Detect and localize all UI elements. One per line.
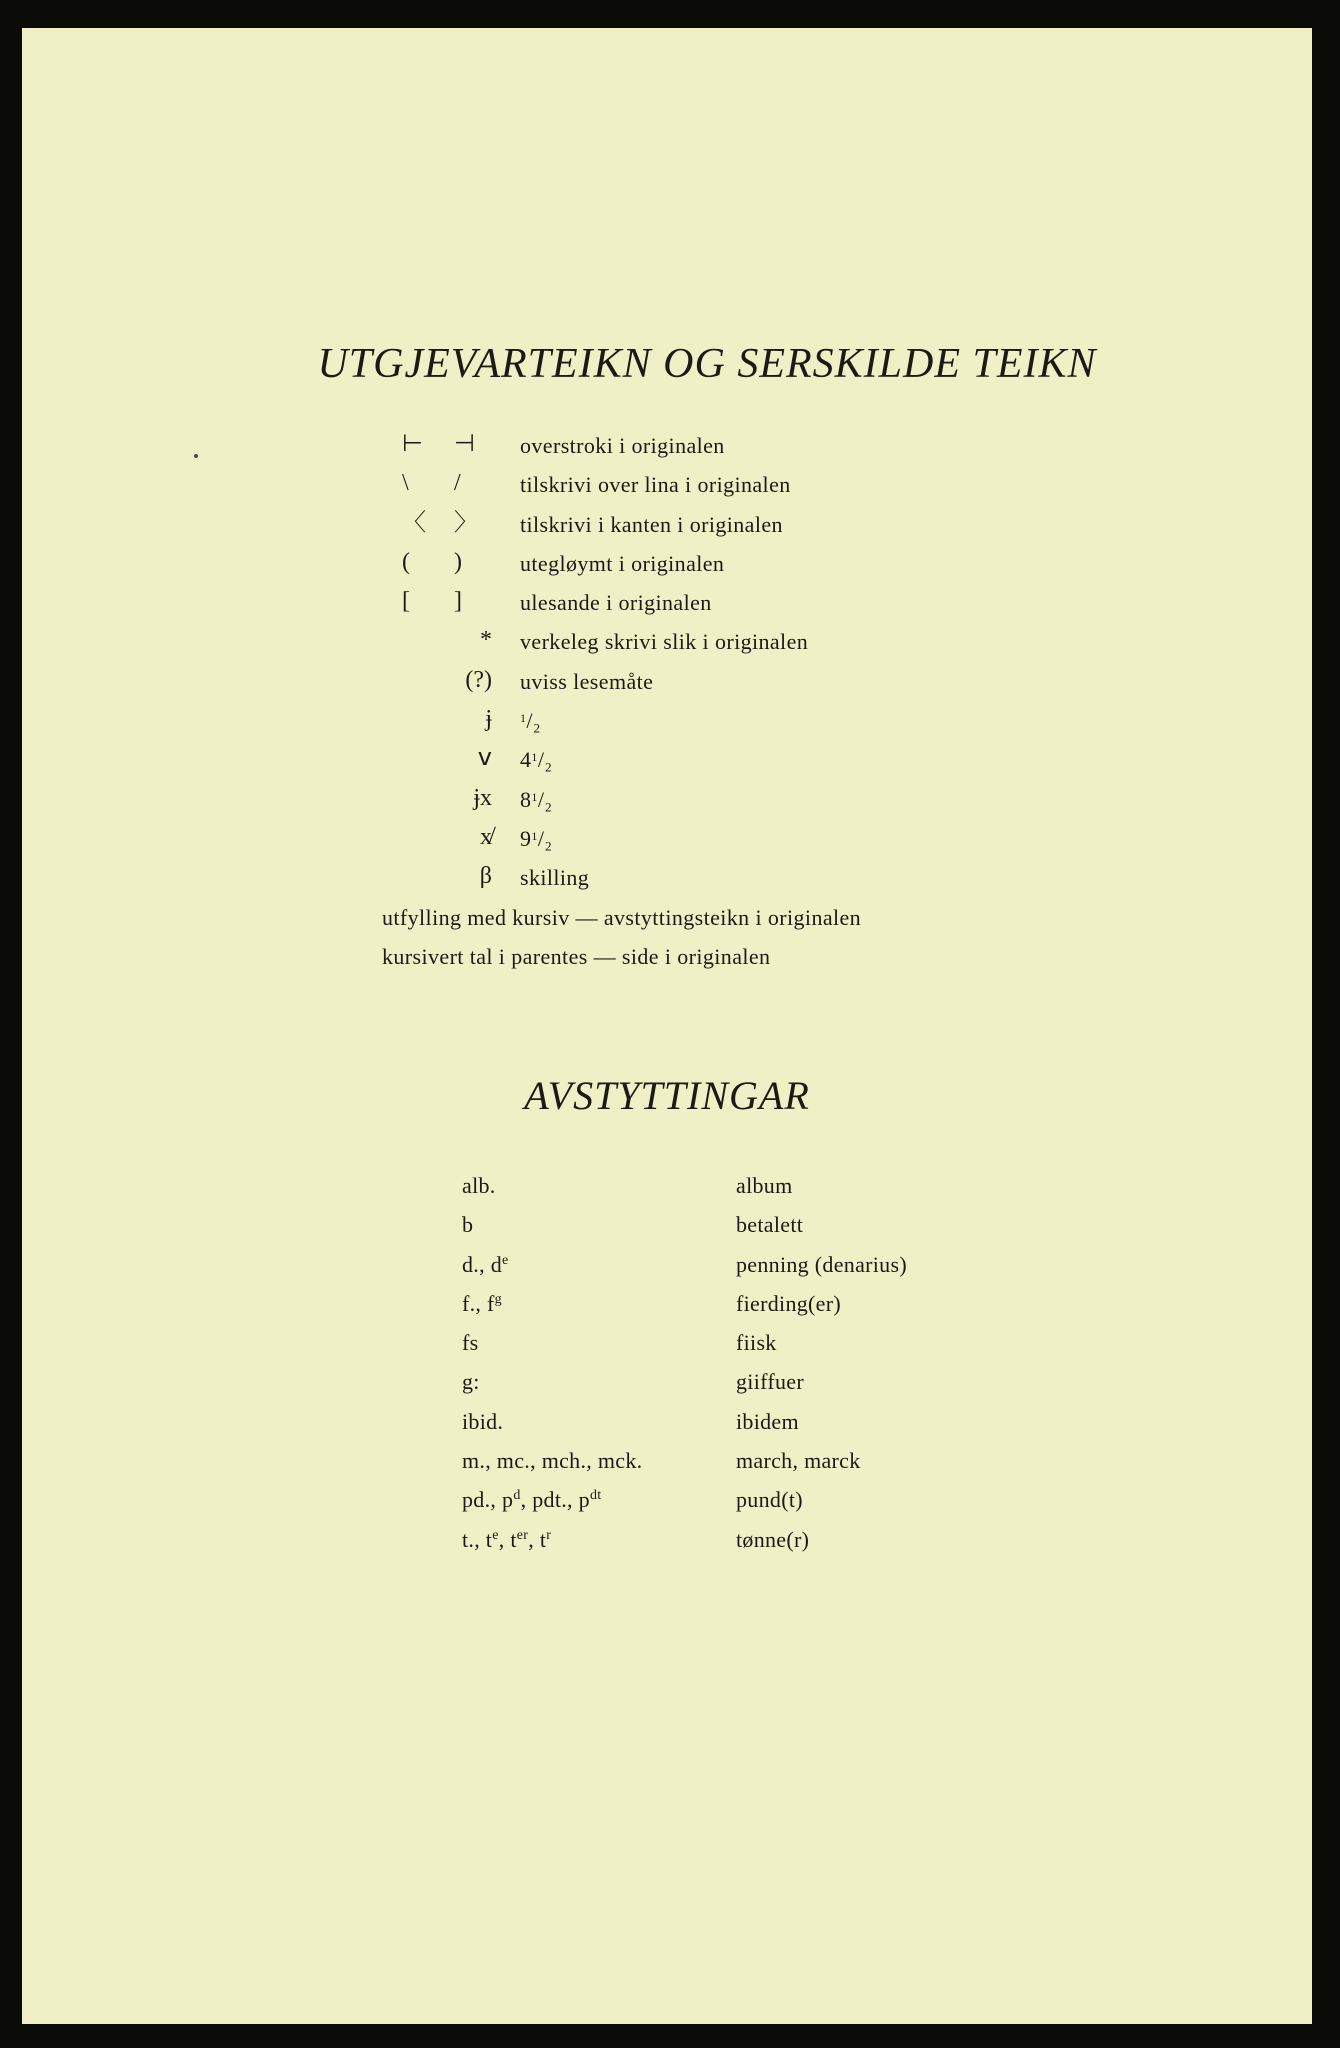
abbreviation: fs xyxy=(462,1330,479,1356)
abbreviation: t., $t^e$, $t^{er}$, $t^r$ xyxy=(462,1526,552,1552)
legend-row xyxy=(382,858,1142,897)
meaning: giiffuer xyxy=(736,1369,804,1395)
meaning: fiisk xyxy=(736,1330,777,1356)
sign-legend xyxy=(382,426,1142,898)
legend-value: $^1$/₂ xyxy=(520,708,541,734)
legend-text: utegløymt i originalen xyxy=(520,550,725,576)
legend-text: overstroki i originalen xyxy=(520,433,725,458)
abbreviation-table xyxy=(462,1172,1062,1565)
sign-close: ] xyxy=(454,588,462,615)
legend-row xyxy=(382,622,1142,661)
meaning: penning (denarius) xyxy=(736,1251,907,1277)
skilling-sign: β xyxy=(479,863,492,890)
legend-row xyxy=(382,426,1142,465)
legend-text: ulesande i originalen xyxy=(520,590,712,616)
abbreviation: m., mc., mch., mck. xyxy=(462,1448,643,1474)
meaning: fierding(er) xyxy=(736,1290,841,1316)
legend-row xyxy=(382,740,1142,779)
half-sign: ɉ xyxy=(485,706,492,733)
abbreviation-row xyxy=(462,1172,1062,1211)
eight-half-sign: ɉx xyxy=(473,784,492,811)
legend-value: $4^1/_2$ xyxy=(520,747,553,773)
legend-value: $8^1/_2$ xyxy=(520,786,553,812)
sign-close: ⊣ xyxy=(454,431,475,457)
speck-mark xyxy=(194,454,198,458)
legend-row xyxy=(382,505,1142,544)
abbreviation-row xyxy=(462,1486,1062,1525)
meaning: pund(t) xyxy=(736,1487,803,1513)
legend-value: $9^1/_2$ xyxy=(520,825,553,851)
notes xyxy=(382,898,1182,977)
meaning: ibidem xyxy=(736,1408,799,1434)
sign-open: ⊢ xyxy=(402,431,423,457)
document-page xyxy=(22,28,1312,2024)
sign-open: \ xyxy=(402,470,409,497)
note-line: utfylling med kursiv — avstyttingsteikn i originalen xyxy=(382,905,862,930)
note-line: kursivert tal i parentes — side i originalen xyxy=(382,944,771,970)
abbreviation: alb. xyxy=(462,1173,496,1198)
sign-open: ( xyxy=(402,548,410,575)
abbreviation: f., $f^g$ xyxy=(462,1290,502,1316)
abbreviation-row xyxy=(462,1329,1062,1368)
legend-row xyxy=(382,819,1142,858)
abbreviation: g: xyxy=(462,1369,480,1395)
legend-text: tilskrivi over lina i originalen xyxy=(520,472,791,498)
legend-text: uviss lesemåte xyxy=(520,668,654,694)
abbreviation-row xyxy=(462,1368,1062,1407)
meaning: tønne(r) xyxy=(736,1526,810,1552)
abbreviation-row xyxy=(462,1526,1062,1565)
meaning: betalett xyxy=(736,1212,804,1238)
abbreviation: ibid. xyxy=(462,1408,504,1434)
sign-close: 〉 xyxy=(454,509,478,536)
meaning: march, marck xyxy=(736,1448,861,1474)
abbreviation: d., $d^e$ xyxy=(462,1251,509,1277)
abbreviations-heading: AVSTYTTINGAR xyxy=(524,1073,810,1118)
legend-text: skilling xyxy=(520,865,590,891)
abbreviation: pd., $p^d$, pdt., $p^{dt}$ xyxy=(462,1487,602,1513)
legend-row xyxy=(382,465,1142,504)
legend-text: tilskrivi i kanten i originalen xyxy=(520,511,783,537)
main-heading: UTGJEVARTEIKN OG SERSKILDE TEIKN xyxy=(317,341,1097,387)
asterisk-sign: * xyxy=(480,627,492,654)
nine-half-sign: x̸ xyxy=(480,823,492,850)
legend-row xyxy=(382,583,1142,622)
sign-open: 〈 xyxy=(402,509,426,536)
sign-open: [ xyxy=(402,588,410,615)
legend-row xyxy=(382,662,1142,701)
abbreviation-row xyxy=(462,1211,1062,1250)
abbreviation: b xyxy=(462,1212,474,1238)
meaning: album xyxy=(736,1173,793,1198)
abbreviation-row xyxy=(462,1251,1062,1290)
abbreviation-row xyxy=(462,1408,1062,1447)
legend-row xyxy=(382,701,1142,740)
abbreviation-row xyxy=(462,1290,1062,1329)
legend-row xyxy=(382,544,1142,583)
legend-text: verkeleg skrivi slik i originalen xyxy=(520,629,809,655)
legend-row xyxy=(382,780,1142,819)
sign-close: ) xyxy=(454,548,462,575)
four-half-sign: ⅴ xyxy=(477,745,492,772)
sign-close: / xyxy=(454,470,461,497)
abbreviation-row xyxy=(462,1447,1062,1486)
question-sign: (?) xyxy=(465,666,492,693)
